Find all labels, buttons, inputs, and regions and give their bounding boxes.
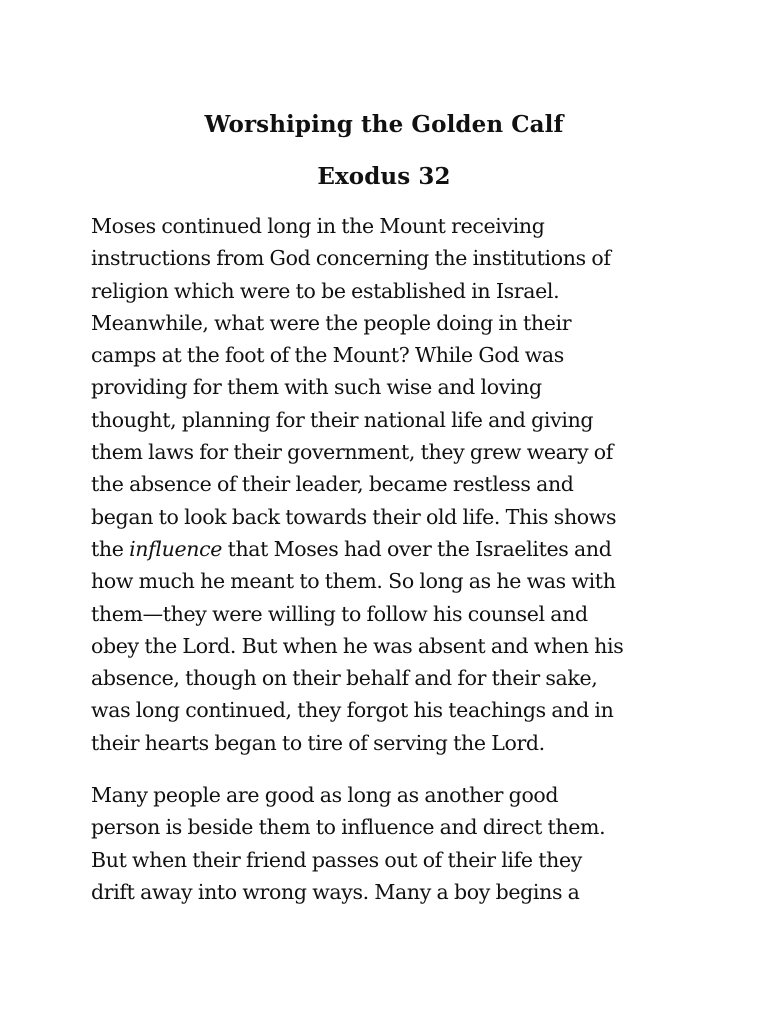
text-line: the absence of their leader, became restless and: [91, 472, 574, 497]
text-line: providing for them with such wise and loving: [91, 375, 542, 400]
text-line: person is beside them to influence and direct them.: [91, 815, 606, 840]
paragraph-1: [91, 210, 691, 759]
text-line: religion which were to be established in Israel.: [91, 278, 560, 303]
paragraph-2: [91, 779, 691, 908]
text-line: instructions from God concerning the institutions of: [91, 246, 611, 271]
text-line: camps at the foot of the Mount? While God was: [91, 343, 564, 368]
text-line: absence, though on their behalf and for their sake,: [91, 666, 598, 691]
text-line: them laws for their government, they grew weary of: [91, 440, 614, 465]
document-subtitle: Exodus 32: [317, 163, 451, 190]
text-line: Moses continued long in the Mount receiving: [91, 214, 545, 238]
line-segment: the: [91, 536, 130, 561]
document-title: Worshiping the Golden Calf: [204, 111, 564, 138]
text-line: them—they were willing to follow his counsel and: [91, 601, 588, 626]
text-line: Many people are good as long as another good: [91, 783, 559, 807]
text-line: Meanwhile, what were the people doing in their: [91, 310, 572, 335]
text-line-with-emphasis: [91, 533, 691, 565]
text-line: how much he meant to them. So long as he was with: [91, 569, 616, 594]
text-line: began to look back towards their old life. This shows: [91, 504, 617, 529]
text-line: obey the Lord. But when he was absent and when his: [91, 633, 624, 658]
emphasized-word: influence: [129, 536, 222, 561]
line-segment: that Moses had over the Israelites and: [222, 536, 612, 561]
text-line: thought, planning for their national life and giving: [91, 407, 594, 432]
text-line: was long continued, they forgot his teachings and in: [91, 698, 614, 723]
text-line: drift away into wrong ways. Many a boy begins a: [91, 879, 580, 904]
text-line: But when their friend passes out of their life they: [91, 847, 582, 872]
text-line: their hearts began to tire of serving the Lord.: [91, 730, 545, 755]
